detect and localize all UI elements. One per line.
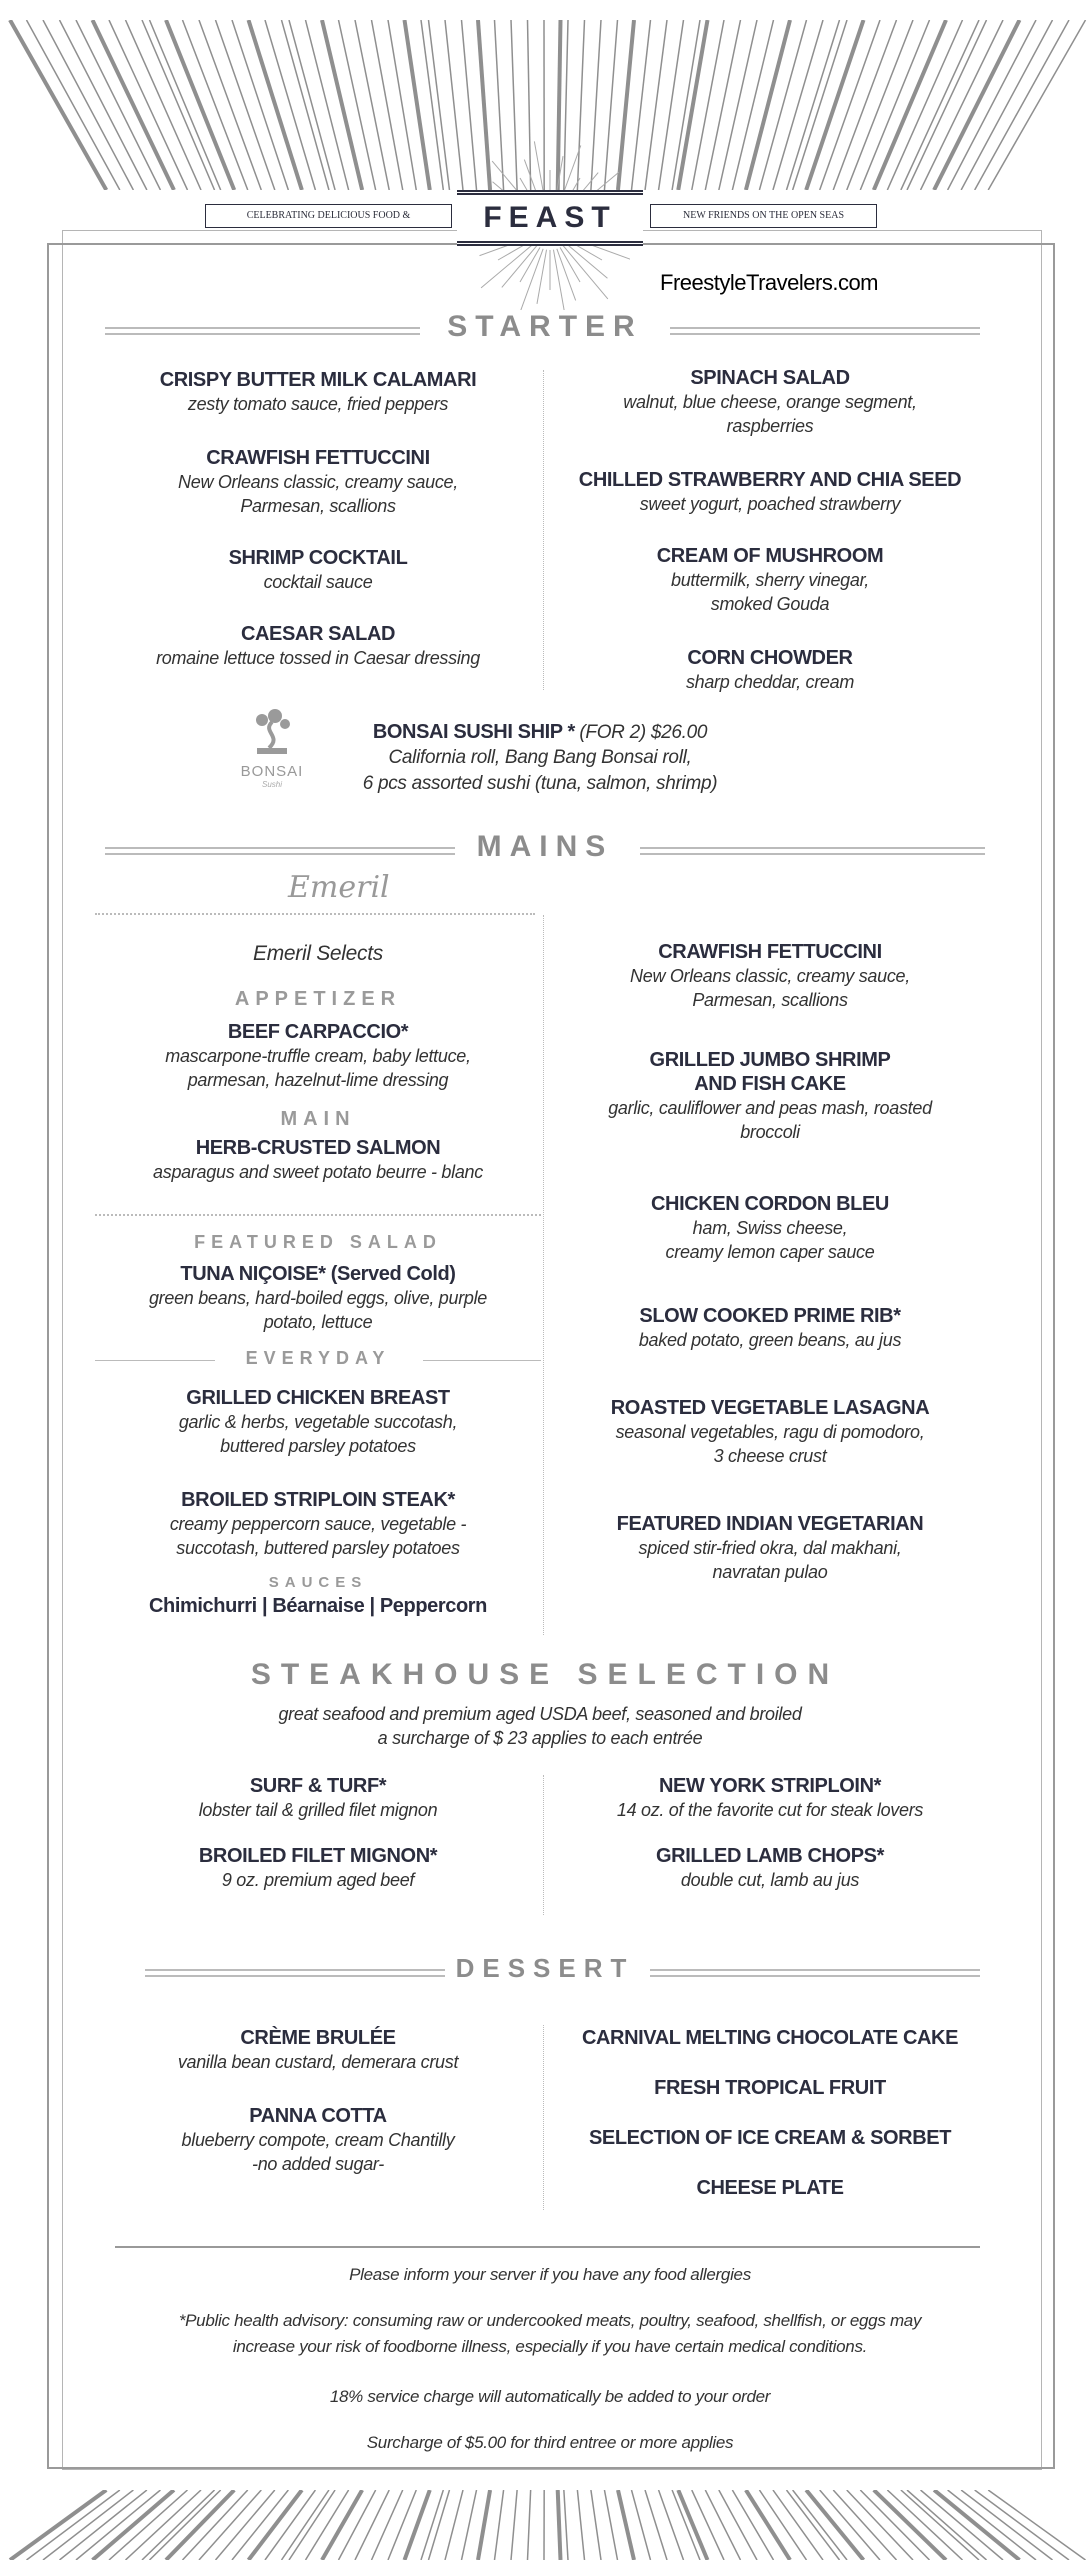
menu-item <box>83 368 553 416</box>
appetizer-label: APPETIZER <box>234 988 402 1010</box>
item-description: sharp cheddar, cream <box>685 672 855 692</box>
menu-item <box>83 1262 553 1334</box>
sunburst-ray <box>874 2490 946 2560</box>
logo-ray <box>519 249 543 315</box>
sunburst-ray <box>901 20 979 190</box>
sunburst-ray <box>495 2490 504 2560</box>
sunburst-ray <box>659 2490 684 2560</box>
item-name: CRAWFISH FETTUCCINI <box>658 941 882 963</box>
menu-item <box>83 1020 553 1092</box>
sunburst-ray <box>372 20 403 190</box>
sunburst-ray <box>988 2490 1085 2560</box>
sunburst-ray <box>405 20 430 190</box>
sunburst-ray <box>445 2490 463 2560</box>
menu-item <box>535 366 1005 438</box>
sunburst-ray <box>249 20 302 190</box>
item-description: blueberry compote, cream Chantilly -no added sugar- <box>181 2130 455 2174</box>
sunburst-ray <box>232 20 288 190</box>
item-description: ham, Swiss cheese, creamy lemon caper sauce <box>665 1218 875 1262</box>
menu-item <box>535 1512 1005 1584</box>
item-description: New Orleans classic, creamy sauce, Parmesan, scallions <box>178 472 458 516</box>
watermark-text: FreestyleTravelers.com <box>660 270 879 295</box>
sunburst-ray <box>577 2490 584 2560</box>
item-name: BROILED FILET MIGNON* <box>198 1845 438 1867</box>
item-name: CARNIVAL MELTING CHOCOLATE CAKE <box>581 2027 959 2049</box>
menu-item <box>535 2026 1005 2050</box>
item-name: SPINACH SALAD <box>690 367 850 389</box>
item-name: BEEF CARPACCIO* <box>227 1021 409 1043</box>
everyday-label: EVERYDAY <box>245 1348 391 1368</box>
section-title: STEAKHOUSE SELECTION <box>241 1658 849 1692</box>
sunburst-ray <box>355 2490 389 2560</box>
sunburst-bottom-decoration <box>0 2490 1090 2560</box>
menu-item <box>535 646 1005 694</box>
item-price: (FOR 2) $26.00 <box>579 722 708 743</box>
menu-item <box>535 1396 1005 1468</box>
item-name: CHILLED STRAWBERRY AND CHIA SEED <box>578 469 962 491</box>
section-header-starter <box>0 310 1090 344</box>
sunburst-ray <box>511 2490 517 2560</box>
sunburst-ray <box>672 20 700 190</box>
ribbon-left <box>205 204 452 228</box>
surcharge-notice: Surcharge of $5.00 for third entree or more applies <box>366 2433 734 2452</box>
sunburst-ray <box>265 2490 315 2560</box>
footer-divider <box>115 2246 980 2248</box>
column-divider <box>543 2025 544 2210</box>
sunburst-ray <box>249 2490 302 2560</box>
section-title: MAINS <box>467 830 624 864</box>
menu-item <box>535 1192 1005 1264</box>
logo-ray <box>537 250 547 304</box>
item-description: 14 oz. of the favorite cut for steak lovers <box>616 1800 924 1820</box>
item-name: SURF & TURF* <box>249 1775 387 1797</box>
item-name: NEW YORK STRIPLOIN* <box>658 1775 882 1797</box>
sunburst-ray <box>183 2490 248 2560</box>
sunburst-ray <box>10 20 106 190</box>
item-description: sweet yogurt, poached strawberry <box>639 494 901 514</box>
menu-item <box>83 546 553 594</box>
sunburst-ray <box>445 20 463 190</box>
item-description: lobster tail & grilled filet mignon <box>198 1800 438 1820</box>
item-name: CHICKEN CORDON BLEU <box>651 1193 889 1215</box>
sunburst-ray <box>692 20 724 190</box>
sunburst-ray <box>705 20 740 190</box>
menu-item <box>535 2176 1005 2200</box>
item-description: garlic & herbs, vegetable succotash, buttered parsley potatoes <box>178 1412 458 1456</box>
sauces-list: Chimichurri | Béarnaise | Peppercorn <box>148 1595 487 1617</box>
item-description: green beans, hard-boiled eggs, olive, purple potato, lettuce <box>148 1288 488 1332</box>
sunburst-ray <box>887 20 962 190</box>
item-description: garlic, cauliflower and peas mash, roasted broccoli <box>608 1098 932 1142</box>
item-name: BROILED STRIPLOIN STEAK* <box>181 1489 455 1511</box>
item-name: FEATURED INDIAN VEGETARIAN <box>616 1513 924 1535</box>
item-name: CREAM OF MUSHROOM <box>656 545 884 567</box>
steakhouse-description: great seafood and premium aged USDA beef, seasoned and broiled a surcharge of $ 23 applies to each entrée <box>278 1704 802 1748</box>
section-title: DESSERT <box>446 1953 645 1984</box>
ribbon-left-text: CELEBRATING DELICIOUS FOOD & <box>246 210 411 221</box>
item-description: romaine lettuce tossed in Caesar dressing <box>156 648 480 668</box>
bonsai-logo-text: BONSAI <box>240 763 304 780</box>
item-description: double cut, lamb au jus <box>680 1870 860 1890</box>
sunburst-ray <box>372 2490 403 2560</box>
sunburst-ray <box>558 2490 561 2560</box>
item-description: New Orleans classic, creamy sauce, Parmesan, scallions <box>630 966 910 1010</box>
sunburst-ray <box>948 20 1036 190</box>
item-name: CHEESE PLATE <box>696 2177 844 2199</box>
item-name: FRESH TROPICAL FRUIT <box>654 2077 886 2099</box>
sunburst-ray <box>528 2490 531 2560</box>
item-name: GRILLED JUMBO SHRIMP AND FISH CAKE <box>649 1049 891 1095</box>
sunburst-ray <box>705 2490 740 2560</box>
feast-logo-text: FEAST <box>483 201 617 234</box>
item-name: CRISPY BUTTER MILK CALAMARI <box>159 369 477 391</box>
sunburst-ray <box>793 20 847 190</box>
column-divider <box>543 915 544 1635</box>
ribbon-right-text: NEW FRIENDS ON THE OPEN SEAS <box>682 210 845 221</box>
sunburst-ray <box>478 2490 490 2560</box>
item-name: CORN CHOWDER <box>687 647 853 669</box>
bonsai-sushi-ship-item <box>300 720 780 797</box>
menu-item <box>83 2026 553 2074</box>
menu-item <box>535 940 1005 1012</box>
sunburst-ray <box>462 2490 477 2560</box>
logo-ray <box>553 250 565 319</box>
sunburst-ray <box>618 2490 634 2560</box>
item-name: TUNA NIÇOISE* (Served Cold) <box>180 1263 456 1285</box>
item-description: cocktail sauce <box>263 572 373 592</box>
sunburst-ray <box>199 20 261 190</box>
sunburst-ray <box>282 2490 329 2560</box>
item-description: baked potato, green beans, au jus <box>638 1330 902 1350</box>
column-divider <box>543 1775 544 1915</box>
menu-item <box>535 468 1005 516</box>
menu-item <box>83 1136 553 1184</box>
menu-item <box>535 1048 1005 1144</box>
item-name: ROASTED VEGETABLE LASAGNA <box>610 1397 930 1419</box>
sunburst-ray <box>591 2490 601 2560</box>
sunburst-ray <box>199 2490 261 2560</box>
featured-salad-label: FEATURED SALAD <box>194 1232 442 1252</box>
sunburst-ray <box>355 20 389 190</box>
sunburst-ray <box>564 2490 568 2560</box>
item-name: BONSAI SUSHI SHIP * <box>372 721 575 743</box>
menu-item <box>535 1844 1005 1892</box>
item-name: CRAWFISH FETTUCCINI <box>206 447 430 469</box>
menu-item <box>535 1774 1005 1822</box>
sunburst-ray <box>887 2490 962 2560</box>
item-name: CAESAR SALAD <box>240 623 396 645</box>
sunburst-ray <box>232 2490 288 2560</box>
section-title: STARTER <box>437 310 652 344</box>
sunburst-ray <box>678 2490 707 2560</box>
menu-item <box>535 2076 1005 2100</box>
menu-item <box>83 1386 553 1458</box>
sunburst-ray <box>604 2490 617 2560</box>
menu-item <box>83 622 553 670</box>
sunburst-ray <box>405 2490 430 2560</box>
item-description: spiced stir-fried okra, dal makhani, navratan pulao <box>638 1538 902 1582</box>
menu-item <box>83 1774 553 1822</box>
logo-ray <box>481 243 535 288</box>
sunburst-ray <box>388 2490 416 2560</box>
item-name: SLOW COOKED PRIME RIB* <box>639 1305 901 1327</box>
item-name: GRILLED LAMB CHOPS* <box>656 1845 884 1867</box>
sunburst-ray <box>659 20 684 190</box>
menu-item <box>83 446 553 518</box>
item-description: California roll, Bang Bang Bonsai roll, 6 pcs assorted sushi (tuna, salmon, shrimp) <box>362 747 718 794</box>
item-description: buttermilk, sherry vinegar, smoked Gouda <box>671 570 869 614</box>
sunburst-ray <box>183 20 248 190</box>
item-name: CRÈME BRULÉE <box>240 2027 396 2049</box>
item-description: vanilla bean custard, demerara crust <box>177 2052 459 2072</box>
sunburst-ray <box>874 20 946 190</box>
bonsai-tree-icon <box>247 708 297 758</box>
feast-logo <box>457 190 643 246</box>
service-charge-notice: 18% service charge will automatically be added to your order <box>329 2387 771 2406</box>
item-description: creamy peppercorn sauce, vegetable - succotash, buttered parsley potatoes <box>169 1514 467 1558</box>
sunburst-ray <box>988 20 1085 190</box>
sunburst-ray <box>833 20 896 190</box>
item-description: asparagus and sweet potato beurre - blanc <box>153 1162 483 1182</box>
item-description: walnut, blue cheese, orange segment, raspberries <box>623 392 917 436</box>
menu-item <box>83 1488 553 1560</box>
emeril-logo: Emeril <box>282 870 396 905</box>
item-description: mascarpone-truffle cream, baby lettuce, parmesan, hazelnut-lime dressing <box>165 1046 471 1090</box>
sunburst-ray <box>678 20 707 190</box>
bonsai-logo <box>238 708 306 789</box>
bonsai-logo-sub: Sushi <box>261 780 282 789</box>
logo-ray <box>563 245 608 299</box>
sunburst-ray <box>793 2490 847 2560</box>
item-name: SHRIMP COCKTAIL <box>228 547 408 569</box>
sunburst-ray <box>282 20 329 190</box>
menu-item <box>83 1844 553 1892</box>
emeril-selects-title: Emeril Selects <box>252 942 383 965</box>
dotted-divider <box>95 1214 541 1216</box>
ribbon-right <box>650 204 877 228</box>
section-header-mains <box>0 830 1090 864</box>
sunburst-ray <box>975 20 1069 190</box>
column-divider <box>543 370 544 690</box>
section-header-steakhouse <box>0 1658 1090 1692</box>
item-description: 9 oz. premium aged beef <box>221 1870 415 1890</box>
sunburst-ray <box>388 20 416 190</box>
menu-item <box>535 2126 1005 2150</box>
emeril-dotted-divider <box>95 913 535 915</box>
menu-item <box>83 2104 553 2176</box>
item-name: HERB-CRUSTED SALMON <box>195 1137 441 1159</box>
menu-item <box>535 1304 1005 1352</box>
item-description: seasonal vegetables, ragu di pomodoro, 3 cheese crust <box>615 1422 925 1466</box>
sunburst-ray <box>265 20 315 190</box>
item-name: PANNA COTTA <box>249 2105 387 2127</box>
health-advisory: *Public health advisory: consuming raw or undercooked meats, poultry, seafood, shellfish, or eggs may increase your risk of foodborne illness, especially if you have certain medical conditions. <box>178 2311 922 2356</box>
menu-item <box>535 544 1005 616</box>
item-name: GRILLED CHICKEN BREAST <box>186 1387 450 1409</box>
allergy-notice: Please inform your server if you have any food allergies <box>349 2265 751 2284</box>
item-name: SELECTION OF ICE CREAM & SORBET <box>588 2127 952 2149</box>
sunburst-ray <box>10 2490 106 2560</box>
item-description: zesty tomato sauce, fried peppers <box>187 394 449 414</box>
main-label: MAIN <box>280 1108 356 1130</box>
section-header-dessert <box>0 1953 1090 1984</box>
sunburst-ray <box>921 20 1003 190</box>
sauces-label: SAUCES <box>268 1574 368 1591</box>
